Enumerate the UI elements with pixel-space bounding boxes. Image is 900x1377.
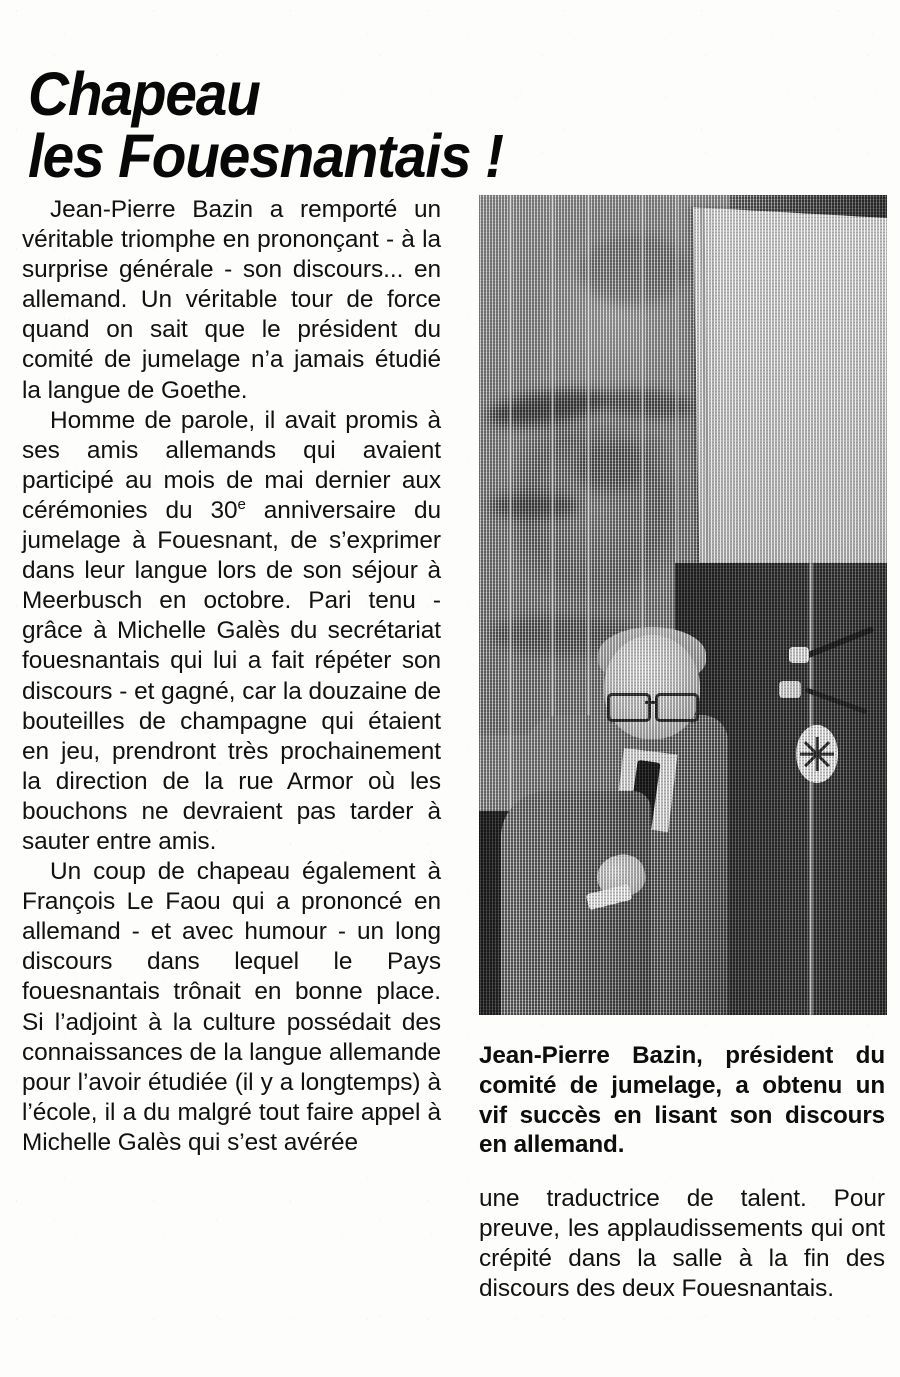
photo-caption: Jean-Pierre Bazin, président du comité de jumelage, a obtenu un vif succès en lisant son discours en allemand. — [479, 1042, 885, 1159]
photo-shadow-detail — [575, 445, 645, 491]
photo-speaker-arm — [501, 791, 651, 1015]
photo-speaker-head — [604, 635, 700, 739]
paragraph-2-text-a: Homme de parole, il avait promis à ses amis allemands qui avaient participé au mois de mai dernier aux cérémonies du 30 — [22, 406, 441, 524]
photo-star-emblem — [796, 725, 838, 783]
article-body-left-column — [22, 195, 441, 1158]
article-paragraph-1: Jean-Pierre Bazin a remporté un véritable triomphe en prononçant - à la surprise générale - son discours... en allemand. Un véritable tour de force quand on sait que le président du comité de jumelage n’a jamais étudié la langue de Goethe. — [22, 196, 441, 404]
ordinal-superscript: e — [237, 495, 246, 513]
article-body-right-column — [479, 1184, 885, 1304]
article-paragraph-3: Un coup de chapeau également à François Le Faou qui a prononcé en allemand - et avec humour - un long discours dans lequel le Pays fouesnantais trônait en bonne place. Si l’adjoint à la culture possédait des connaissances de la langue allemande pour l’avoir étudiée (il y a longtemps) à l’école, il a du malgré tout faire appel à Michelle Galès qui s’est avérée — [22, 858, 441, 1156]
headline-line-2: les Fouesnantais ! — [28, 121, 503, 190]
photo-shadow-detail — [489, 495, 579, 517]
article-photo — [479, 195, 887, 1015]
article-right-column — [479, 195, 887, 1305]
photo-microphone-head — [789, 647, 809, 663]
photo-speaker-glasses — [607, 693, 697, 717]
article-headline — [28, 59, 809, 190]
paragraph-2-text-b: anniversaire du jumelage à Fouesnant, de s’exprimer dans leur langue lors de son séjour à Meerbusch en octobre. Pari tenu - grâce à Michelle Galès du secrétariat fouesnantais qui lui a fait répéter son discours - et gagné, car la douzaine de bouteilles de champagne qui étaient en jeu, prendront très prochainement la direction de la rue Armor où les bouchons ne devraient pas tarder à sauter entre amis. — [22, 496, 442, 855]
article-paragraph-continuation: une traductrice de talent. Pour preuve, les applaudissements qui ont crépité dans la salle à la fin des discours des deux Fouesnantais. — [479, 1185, 885, 1303]
article-paragraph-2 — [22, 406, 441, 857]
photo-microphone-head — [779, 681, 801, 698]
headline-line-1: Chapeau — [28, 59, 260, 128]
photo-shadow-detail — [579, 235, 689, 305]
photo-lectern-edge — [809, 563, 813, 1015]
